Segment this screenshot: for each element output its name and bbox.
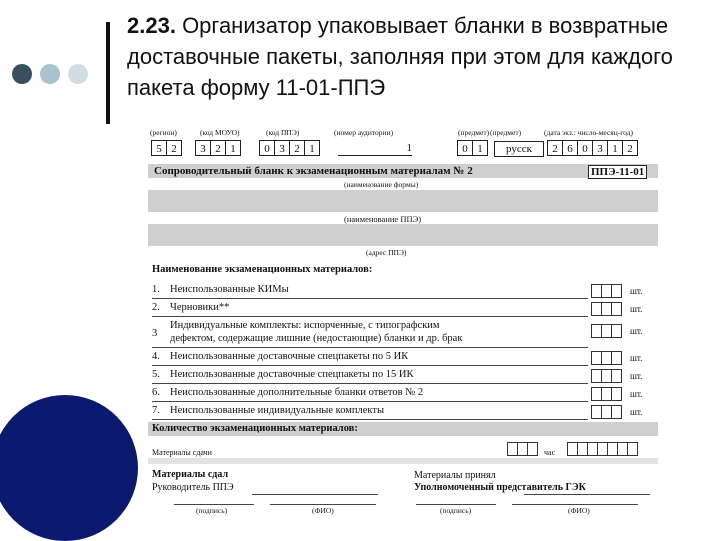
quantity-boxes-a [508, 442, 538, 456]
item-number: 1. [152, 284, 160, 295]
form-11-01-ppe [148, 126, 658, 518]
decorative-circle-large [0, 395, 138, 541]
caption-mouo: (код МОУО) [200, 128, 240, 137]
auditorium-value: 1 [406, 142, 412, 154]
item-rule [152, 347, 588, 348]
item-label: Неиспользованные дополнительные бланки ответов № 2 [170, 387, 424, 398]
divider-line [106, 22, 110, 124]
mouo-digit: 2 [210, 140, 226, 156]
sig-line [416, 504, 496, 505]
ppe-name-band [148, 190, 658, 212]
fio-caption: (ФИО) [312, 506, 334, 515]
region-digit: 5 [151, 140, 167, 156]
form-code: ППЭ-11-01 [588, 165, 647, 179]
item-rule [152, 298, 588, 299]
quantity-heading: Количество экзаменационных материалов: [152, 423, 358, 434]
sig-line [174, 504, 254, 505]
item-boxes [592, 369, 622, 383]
date-digit: 2 [622, 140, 638, 156]
caption-ppe-name: (наименование ППЭ) [344, 214, 422, 224]
caption-form-name: (наименование формы) [344, 180, 419, 189]
item-unit: шт. [630, 371, 643, 381]
subject-name-cell: русск [494, 141, 544, 157]
caption-exam-date: (дата экз.: число-месяц-год) [544, 128, 633, 137]
handed-signature-line [252, 494, 378, 495]
mouo-cells [196, 140, 241, 156]
caption-subject-code: (предмет) [458, 128, 490, 137]
region-digit: 2 [166, 140, 182, 156]
quantity-unit: час [544, 448, 556, 457]
ppe-cells [260, 140, 320, 156]
ppe-digit: 0 [259, 140, 275, 156]
handed-label: Материалы сдал [152, 469, 229, 480]
item-label: Черновики** [170, 302, 230, 313]
caption-subject-name: (предмет) [490, 128, 522, 137]
ppe-digit: 1 [304, 140, 320, 156]
mouo-digit: 1 [225, 140, 241, 156]
ppe-address-band [148, 224, 658, 246]
received-signature-line [524, 494, 650, 495]
sig-caption: (подпись) [196, 506, 228, 515]
received-label: Материалы принял [414, 470, 496, 481]
spacer-band [148, 458, 658, 464]
item-unit: шт. [630, 286, 643, 296]
item-boxes [592, 351, 622, 365]
item-boxes [592, 284, 622, 298]
mouo-digit: 3 [195, 140, 211, 156]
fio-line [270, 504, 376, 505]
item-label-continued: дефектом, содержащие лишние (недостающие) бланки и др. брак [170, 333, 463, 344]
decorative-dot-medium [40, 64, 60, 84]
subject-digit: 0 [457, 140, 473, 156]
caption-auditorium: (номер аудитории) [334, 128, 394, 137]
slide-heading-text: Организатор упаковывает бланки в возвратные доставочные пакеты, заполняя при этом для каждого пакета форму 11-01-ППЭ [127, 13, 673, 100]
item-number: 2. [152, 302, 160, 313]
item-rule [152, 383, 588, 384]
item-number: 5. [152, 369, 160, 380]
slide-heading [127, 10, 712, 103]
item-number: 7. [152, 405, 160, 416]
fio-line [512, 504, 638, 505]
received-role: Уполномоченный представитель ГЭК [414, 482, 586, 493]
item-boxes [592, 387, 622, 401]
item-label: Индивидуальные комплекты: испорченные, с типографским [170, 320, 440, 331]
date-digit: 0 [577, 140, 593, 156]
fio-caption: (ФИО) [568, 506, 590, 515]
ppe-digit: 2 [289, 140, 305, 156]
item-label: Неиспользованные доставочные спецпакеты по 5 ИК [170, 351, 409, 362]
date-digit: 3 [592, 140, 608, 156]
item-rule [152, 419, 588, 420]
region-cells [152, 140, 182, 156]
item-label: Неиспользованные КИМы [170, 284, 289, 295]
item-label: Неиспользованные доставочные спецпакеты по 15 ИК [170, 369, 414, 380]
item-label: Неиспользованные индивидуальные комплекты [170, 405, 385, 416]
item-unit: шт. [630, 304, 643, 314]
date-digit: 2 [547, 140, 563, 156]
item-rule [152, 401, 588, 402]
item-number: 6. [152, 387, 160, 398]
subject-digit: 1 [472, 140, 488, 156]
item-unit: шт. [630, 353, 643, 363]
item-rule [152, 365, 588, 366]
item-number: 3 [152, 328, 158, 339]
decorative-dot-light [68, 64, 88, 84]
item-boxes [592, 324, 622, 338]
item-unit: шт. [630, 326, 643, 336]
handed-role: Руководитель ППЭ [152, 482, 234, 493]
materials-heading: Наименование экзаменационных материалов: [152, 264, 373, 275]
item-unit: шт. [630, 389, 643, 399]
ppe-digit: 3 [274, 140, 290, 156]
item-boxes [592, 405, 622, 419]
item-rule [152, 316, 588, 317]
sig-caption: (подпись) [440, 506, 472, 515]
decorative-dot-dark [12, 64, 32, 84]
caption-region: (регион) [150, 128, 177, 137]
form-title: Сопроводительный бланк к экзаменационным материалам № 2 [154, 165, 473, 177]
date-digit: 1 [607, 140, 623, 156]
quantity-caption: Материалы сдачи [152, 448, 212, 457]
slide-number: 2.23. [127, 13, 176, 38]
item-boxes [592, 302, 622, 316]
date-digit: 6 [562, 140, 578, 156]
subject-code-cells [458, 140, 488, 156]
caption-ppe-code: (код ППЭ) [266, 128, 300, 137]
item-number: 4. [152, 351, 160, 362]
item-unit: шт. [630, 407, 643, 417]
date-cells [548, 140, 638, 156]
auditorium-field [338, 141, 412, 156]
quantity-boxes-b [568, 442, 638, 456]
caption-ppe-address: (адрес ППЭ) [366, 248, 407, 257]
